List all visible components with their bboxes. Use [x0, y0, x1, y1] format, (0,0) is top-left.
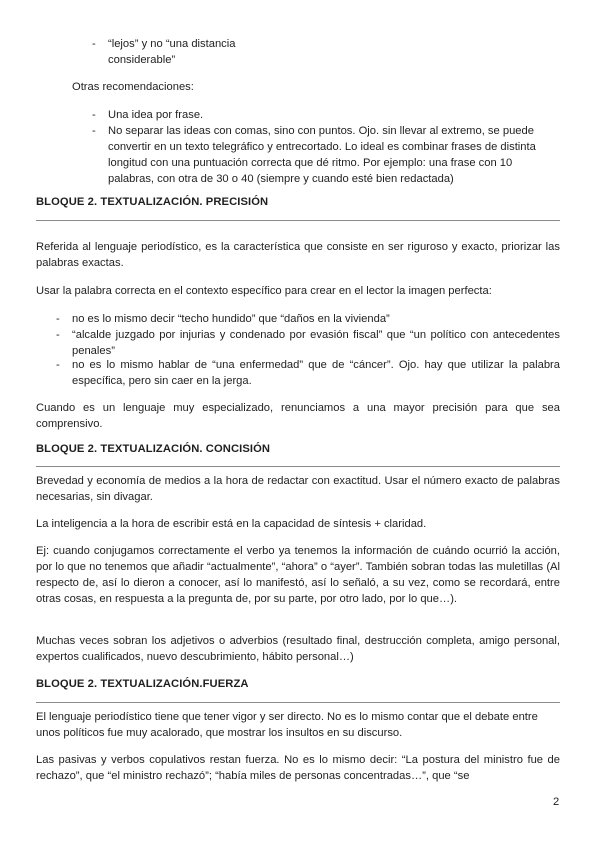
paragraph: Brevedad y economía de medios a la hora de redactar con exactitud. Usar el número exacto de palabras necesarias, sin divagar.	[36, 475, 560, 503]
heading-rule	[36, 702, 560, 703]
paragraph: Ej: cuando conjugamos correctamente el verbo ya tenemos la información de cuándo ocurrió la acción, por lo que no tenemos que añadir “actualmente”, “ahora” o “ayer”. También sobran todas las muletillas (Al respecto de, así lo dieron a conocer, así lo manifestó, así lo señaló, a su vez, como se recordará, entre otras cosas, en respuesta a la pregunta de, por su parte, por otro lado, por lo que…).	[36, 545, 560, 605]
paragraph: Cuando es un lenguaje muy especializado, renunciamos a una mayor precisión para que sea comprensivo.	[36, 402, 560, 430]
list-dash: -	[56, 329, 60, 341]
heading-rule	[36, 466, 560, 467]
page-number: 2	[553, 796, 560, 808]
section-heading-fuerza: BLOQUE 2. TEXTUALIZACIÓN.FUERZA	[36, 678, 249, 690]
paragraph: Muchas veces sobran los adjetivos o adverbios (resultado final, destrucción completa, amigo personal, expertos cualificados, nuevo descubrimiento, hábito personal…)	[36, 635, 560, 663]
paragraph: Las pasivas y verbos copulativos restan fuerza. No es lo mismo decir: “La postura del ministro fue de rechazo”, que “el ministro rechazó”; “había miles de personas concentradas…”, que “se	[36, 754, 560, 782]
list-item: No separar las ideas con comas, sino con puntos. Ojo. sin llevar al extremo, se puede convertir en un texto telegráfico y entrecortado. Lo ideal es combinar frases de distinta longitud con una puntuación correcta que dé ritmo. Por ejemplo: una frase con 10 palabras, con otra de 30 o 40 (siempre y cuando esté bien redactada)	[108, 125, 536, 185]
list-item: no es lo mismo decir “techo hundido” que “daños en la vivienda”	[72, 313, 390, 325]
other-recommendations-label: Otras recomendaciones:	[72, 81, 194, 93]
list-item-line: considerable”	[108, 54, 176, 66]
list-dash: -	[92, 38, 96, 50]
list-dash: -	[92, 125, 96, 137]
list-dash: -	[56, 313, 60, 325]
paragraph: Referida al lenguaje periodístico, es la característica que consiste en ser riguroso y exacto, priorizar las palabras exactas.	[36, 241, 560, 269]
heading-rule	[36, 220, 560, 221]
list-dash: -	[56, 359, 60, 371]
paragraph: Usar la palabra correcta en el contexto específico para crear en el lector la imagen perfecta:	[36, 285, 492, 297]
list-dash: -	[92, 109, 96, 121]
paragraph: La inteligencia a la hora de escribir está en la capacidad de síntesis + claridad.	[36, 518, 427, 530]
section-heading-precision: BLOQUE 2. TEXTUALIZACIÓN. PRECISIÓN	[36, 196, 269, 208]
list-item: Una idea por frase.	[108, 109, 204, 121]
list-item: “alcalde juzgado por injurias y condenado por evasión fiscal” que “un político con antecedentes penales”	[72, 329, 560, 357]
list-item: no es lo mismo hablar de “una enfermedad” que de “cáncer”. Ojo. hay que utilizar la palabra específica, pero sin caer en la jerga.	[72, 359, 560, 387]
paragraph: El lenguaje periodístico tiene que tener vigor y ser directo. No es lo mismo contar que el debate entre unos políticos fue muy acalorado, que mostrar los insultos en su discurso.	[36, 711, 538, 739]
list-item-line: “lejos” y no “una distancia	[108, 38, 236, 50]
section-heading-concision: BLOQUE 2. TEXTUALIZACIÓN. CONCISIÓN	[36, 443, 271, 455]
